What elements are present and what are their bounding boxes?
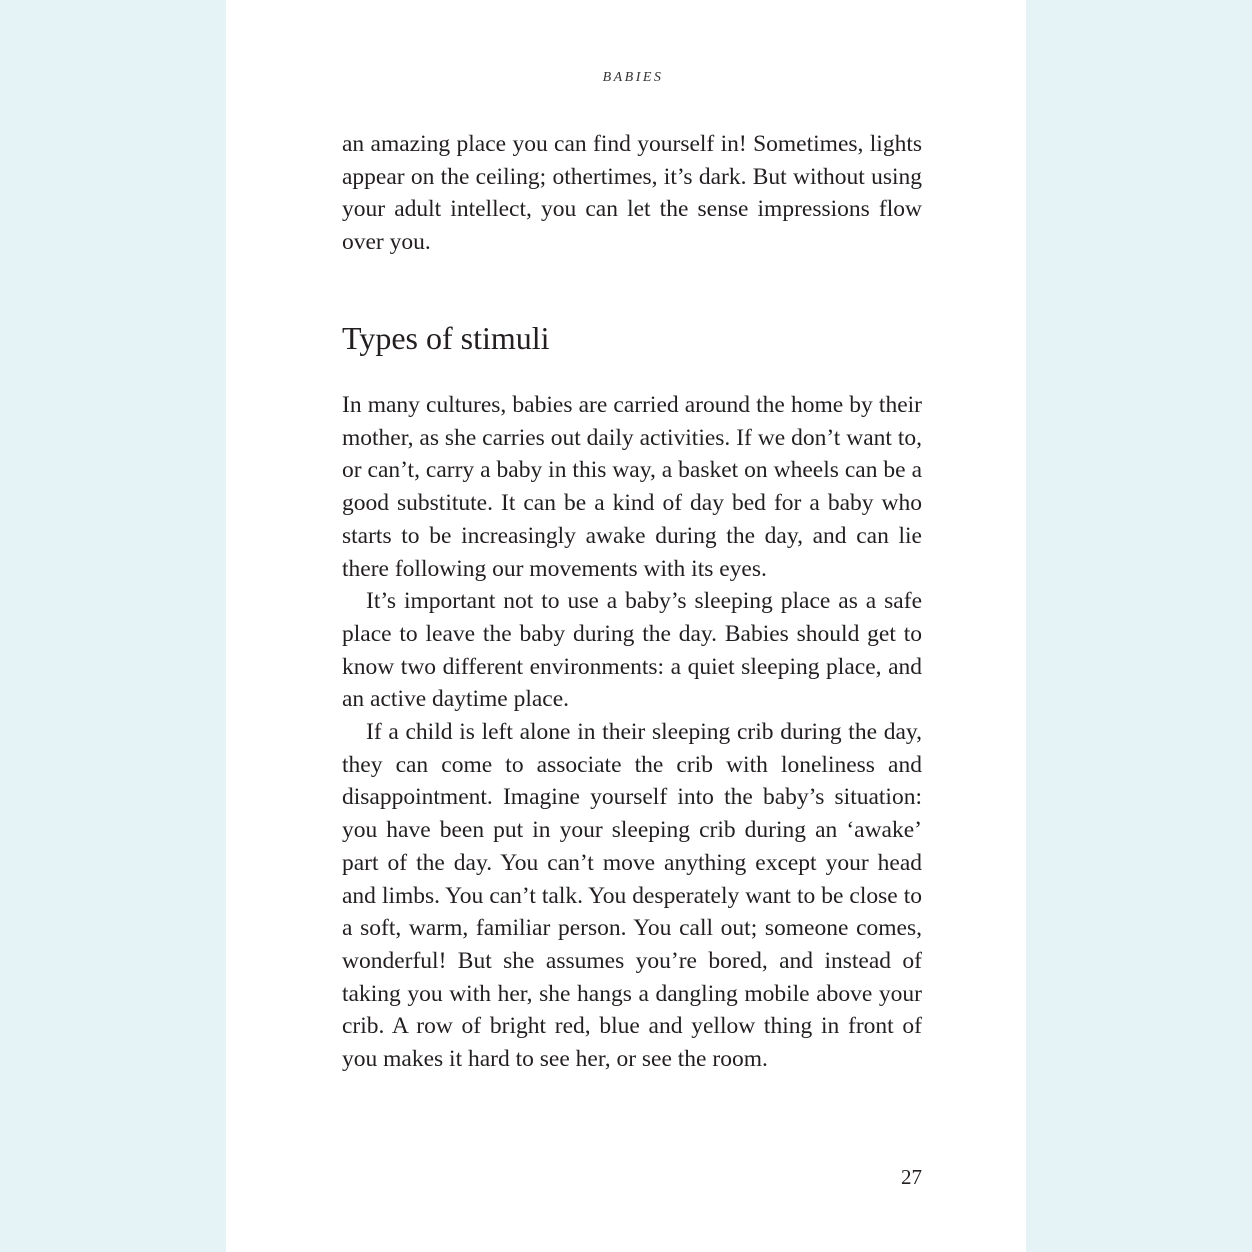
intro-paragraph: an amazing place you can find yourself in! Sometimes, lights appear on the ceiling; othertimes, it’s dark. But without using your adult intellect, you can let the sense impressions flow over you. xyxy=(342,131,922,256)
body-paragraph: It’s important not to use a baby’s sleeping place as a safe place to leave the baby during the day. Babies should get to know two different environments: a quiet sleeping place, and an active daytime place. xyxy=(342,588,922,713)
section-heading: Types of stimuli xyxy=(342,320,550,356)
running-head: BABIES xyxy=(602,70,664,85)
intro-text-block xyxy=(342,128,922,259)
body-paragraph: In many cultures, babies are carried around the home by their mother, as she carries out daily activities. If we don’t want to, or can’t, carry a baby in this way, a basket on wheels can be a good substitute. It can be a kind of day bed for a baby who starts to be increasingly awake during the day, and can lie there following our movements with its eyes. xyxy=(342,392,922,582)
body-paragraph: If a child is left alone in their sleeping crib during the day, they can come to associate the crib with loneliness and disappointment. Imagine yourself into the baby’s situation: you have been put in your sleeping crib during an ‘awake’ part of the day. You can’t move anything except your head and limbs. You can’t talk. You desperately want to be close to a soft, warm, familiar person. You call out; someone comes, wonderful! But she assumes you’re bored, and instead of taking you with her, she hangs a dangling mobile above your crib. A row of bright red, blue and yellow thing in front of you makes it hard to see her, or see the room. xyxy=(342,719,922,1073)
section-body xyxy=(342,389,922,1076)
book-page xyxy=(226,0,1026,1252)
page-number: 27 xyxy=(901,1165,922,1189)
